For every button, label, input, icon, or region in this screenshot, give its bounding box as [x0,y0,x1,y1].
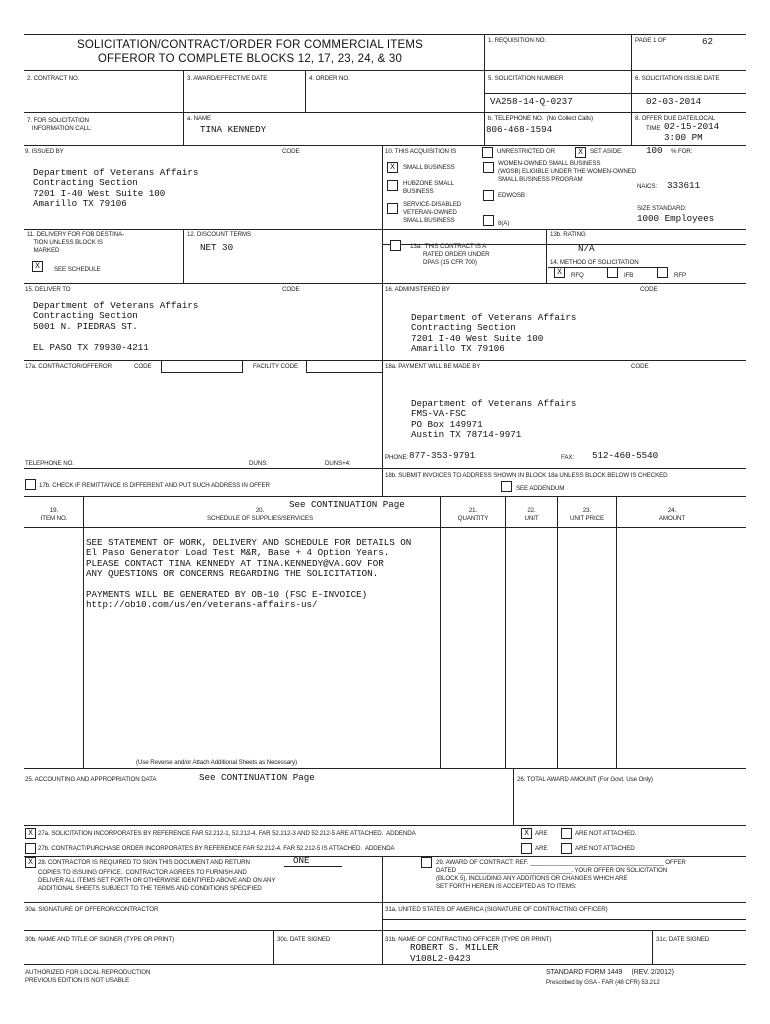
naics-label: NAICS: [637,183,658,190]
footer-form: STANDARD FORM 1449 (REV. 2/2012) [546,969,674,976]
telephone-label: b. TELEPHONE NO. (No Collect Calls) [488,115,593,122]
issued-by-label: 9. ISSUED BY [25,148,64,155]
issue-date-label: 6. SOLICITATION ISSUE DATE [635,75,720,82]
form-title: SOLICITATION/CONTRACT/ORDER FOR COMMERCIAL ITEMS [76,39,424,51]
remittance-label: 17b. CHECK IF REMITTANCE IS DIFFERENT AND PUT SUCH ADDRESS IN OFFER [39,482,270,489]
rule [273,930,274,964]
rfq-label: RFQ [571,272,584,279]
hubzone-checkbox[interactable] [387,180,398,191]
29-award-text: 29. AWARD OF CONTRACT: REF. ________________________________________ OFFER DATED __________________________________. YOUR OFFER ON SOLICITATION (BLOCK 5), INCLUDING ANY ADDITIONS OR CHANGES WHICH ARE SET FORTH HEREIN IS ACCEPTED AS TO ITEMS: [436,859,686,890]
payment-address: Department of Veterans Affairs FMS-VA-FSC PO Box 149971 Austin TX 78714-9971 [411,398,577,441]
see-addendum-label: SEE ADDENDUM [516,485,565,492]
schedule-continuation: See CONTINUATION Page [289,499,405,510]
rule [24,964,746,965]
rule [24,527,746,528]
size-standard-label: SIZE STANDARD: [637,205,687,212]
issued-by-address: Department of Veterans Affairs Contracting Section 7201 I-40 West Suite 100 Amarillo TX 79106 [33,167,199,210]
admin-code-label: CODE [640,286,658,293]
rule [284,866,342,867]
item-no-header: 19. ITEM NO. [40,507,68,522]
deliver-code-label: CODE [282,286,300,293]
rule [382,919,746,920]
contact-name: TINA KENNEDY [200,124,267,135]
27b-are-label: ARE [535,845,548,852]
info-call-label: 7. FOR SOLICITATION INFORMATION CALL: [27,117,92,132]
offeror-code-field[interactable] [161,360,243,373]
27b-are-not-checkbox[interactable] [561,843,572,854]
set-aside-label: SET ASIDE: [590,148,623,155]
rule [24,70,746,71]
27b-are-checkbox[interactable] [521,843,532,854]
footer-prescribed: Prescribed by GSA - FAR (48 CFR) 53.212 [546,979,660,986]
duns-label: DUNS: [249,460,268,467]
see-schedule-checkbox[interactable]: X [32,261,43,272]
signer-name-label: 30b. NAME AND TITLE OF SIGNER (TYPE OR PRINT) [25,936,175,943]
officer-id: V108L2-0423 [410,953,471,964]
delivery-fob-label: 11. DELIVERY FOR FOB DESTINA- TION UNLESS BLOCK IS MARKED [27,231,125,254]
schedule-header: 20. SCHEDULE OF SUPPLIES/SERVICES [207,507,313,522]
issue-date: 02-03-2014 [646,96,702,107]
rule [24,283,746,284]
award-date-label: 3. AWARD/EFFECTIVE DATE [187,75,268,82]
payment-code-label: CODE [631,363,649,370]
27a-are-checkbox[interactable]: X [521,828,532,839]
rule [183,229,184,283]
accounting-data: See CONTINUATION Page [199,772,315,783]
date-signed-label: 30c. DATE SIGNED [277,936,331,943]
rule [24,930,746,931]
27b-checkbox[interactable] [25,843,36,854]
rule [24,34,746,35]
officer-date-label: 31c. DATE SIGNED [656,936,710,943]
small-business-checkbox[interactable]: X [387,162,398,173]
see-addendum-checkbox[interactable] [501,481,512,492]
method-label: 14. METHOD OF SOLICITATION [550,259,639,266]
solicitation-number-label: 5. SOLICITATION NUMBER [488,75,564,82]
amount-header: 24. AMOUNT [658,507,686,522]
acquisition-label: 10. THIS ACQUISITION IS [385,148,457,155]
rule [652,930,653,964]
edwosb-checkbox[interactable] [483,190,494,201]
rule [24,112,746,113]
time-label: TIME [646,125,661,132]
discount-terms-label: 12. DISCOUNT TERMS [187,231,251,238]
administered-by-label: 16. ADMINISTERED BY [385,286,450,293]
payment-fax: 512-460-5540 [592,450,659,461]
form-subtitle: OFFEROR TO COMPLETE BLOCKS 12, 17, 23, 24, & 30 [97,53,403,65]
unit-header: 22. UNIT [524,507,539,522]
sdvosb-label: SERVICE-DISABLED VETERAN-OWNED SMALL BUSINESS [403,201,462,224]
wosb-label: WOMEN-OWNED SMALL BUSINESS (WOSB) ELIGIBLE UNDER THE WOMEN-OWNED SMALL BUSINESS PROGRAM [498,160,637,183]
rating: N/A [578,243,595,254]
page-total: 62 [702,36,714,47]
accounting-label: 25. ACCOUNTING AND APPROPRIATION DATA [25,776,157,783]
rule [305,70,306,112]
rule [24,768,746,769]
discount-terms: NET 30 [200,242,234,253]
rule [24,145,746,146]
28-copies: ONE [293,855,310,866]
rule [616,496,617,768]
8a-label: 8(A) [498,220,510,227]
unit-price-header: 23. UNIT PRICE [570,507,604,522]
telephone-no-label: TELEPHONE NO. [25,460,74,467]
payment-by-label: 18a. PAYMENT WILL BE MADE BY [385,363,481,370]
ifb-label: IFB [624,272,634,279]
facility-code-label: FACILITY CODE [253,363,299,370]
rfq-checkbox[interactable]: X [554,267,565,278]
rule [24,856,746,857]
rule [24,496,746,497]
rule [24,902,746,903]
rule [513,768,514,825]
27a-text: 27a. SOLICITATION INCORPORATES BY REFERENCE FAR 52.212-1, 52.212-4. FAR 52.212-3 AND 52.212-5 ARE ATTACHED. ADDENDA [38,830,416,837]
unrestricted-label: UNRESTRICTED OR [497,148,555,155]
rule [557,496,558,768]
rule [83,496,84,768]
set-aside-checkbox[interactable]: X [575,147,586,158]
ifb-checkbox[interactable] [607,267,618,278]
phone-label: PHONE: [385,454,409,461]
edwosb-label: EDWOSB [498,192,525,199]
28-text-cont: COPIES TO ISSUING OFFICE. CONTRACTOR AGREES TO FURNISH AND DELIVER ALL ITEMS SET FORTH OR OTHERWISE IDENTIFIED ABOVE AND ON ANY ADDITIONAL SHEETS SUBJECT TO THE TERMS AND CONDITIONS SPECIFIED [38,869,276,892]
27a-are-label: ARE [535,830,548,837]
rule [24,825,746,826]
order-no-label: 4. ORDER NO. [309,75,350,82]
27b-are-not-label: ARE NOT ATTACHED [575,845,635,852]
rule [382,856,383,964]
27a-are-not-label: ARE NOT ATTACHED. [575,830,637,837]
rule [440,496,441,768]
total-award-label: 26. TOTAL AWARD AMOUNT (For Govt. Use Only) [517,776,653,783]
footer-reproduction: AUTHORIZED FOR LOCAL REPRODUCTION PREVIOUS EDITION IS NOT USABLE [25,969,151,984]
deliver-to-label: 15. DELIVER TO [25,286,71,293]
telephone: 806-468-1594 [486,124,553,135]
hubzone-label: HUBZONE SMALL BUSINESS [403,180,454,195]
offer-due-date: 02-15-2014 [664,121,720,132]
rating-label: 13b. RATING [550,231,586,238]
rated-order-label: 13a. THIS CONTRACT IS A RATED ORDER UNDER DPAS (15 CFR 700) [410,243,490,266]
rule [484,34,485,145]
rule [24,360,746,361]
rule [631,34,632,145]
quantity-header: 21. QUANTITY [457,507,489,522]
administered-by-address: Department of Veterans Affairs Contracting Section 7201 I-40 West Suite 100 Amarillo TX 79106 [411,312,577,355]
sdvosb-checkbox[interactable] [387,203,398,214]
size-standard: 1000 Employees [637,213,715,224]
rated-order-checkbox[interactable] [390,240,401,251]
officer-name: ROBERT S. MILLER [410,942,499,953]
wosb-checkbox[interactable] [483,162,494,173]
28-text: 28. CONTRACTOR IS REQUIRED TO SIGN THIS DOCUMENT AND RETURN [38,859,250,866]
naics-code: 333611 [667,180,701,191]
officer-name-label: 31b. NAME OF CONTRACTING OFFICER (TYPE OR PRINT) [385,936,552,943]
solicitation-number: VA258-14-Q-0237 [490,96,573,107]
27b-text: 27b. CONTRACT/PURCHASE ORDER INCORPORATES BY REFERENCE FAR 52.212-4. FAR 52.212-5 IS ATTACHED. ADDENDA [38,845,395,852]
signature-offeror-label: 30a. SIGNATURE OF OFFEROR/CONTRACTOR [25,906,159,913]
see-schedule-label: SEE SCHEDULE [54,266,101,273]
rfp-checkbox[interactable] [657,267,668,278]
27a-are-not-checkbox[interactable] [561,828,572,839]
8a-checkbox[interactable] [483,215,494,226]
28-checkbox[interactable]: X [25,857,36,868]
payment-phone: 877-353-9791 [409,450,476,461]
rule [505,496,506,768]
offer-due-label: 8. OFFER DUE DATE/LOCAL [635,115,716,122]
offeror-code-label: CODE [134,363,152,370]
rule [382,145,383,496]
submit-invoices-label: 18b. SUBMIT INVOICES TO ADDRESS SHOWN IN BLOCK 18a UNLESS BLOCK BELOW IS CHECKED [385,472,668,479]
facility-code-field[interactable] [306,360,383,373]
offer-due-time: 3:00 PM [664,132,703,143]
deliver-to-address: Department of Veterans Affairs Contracting Section 5001 N. PIEDRAS ST. EL PASO TX 79930-4211 [33,300,199,353]
remittance-checkbox[interactable] [25,479,36,490]
rule [183,70,184,145]
29-checkbox[interactable] [421,857,432,868]
reverse-note: (Use Reverse and/or Attach Additional Sheets as Necessary) [136,759,298,766]
usa-signature-label: 31a. UNITED STATES OF AMERICA (SIGNATURE OF CONTRACTING OFFICER) [385,906,608,913]
unrestricted-checkbox[interactable] [482,147,493,158]
percent-for-label: % FOR: [671,148,693,155]
rule [484,93,746,94]
offeror-label: 17a. CONTRACTOR/OFFEROR [25,363,112,370]
requisition-label: 1. REQUISITION NO. [488,37,547,44]
rule [24,229,746,230]
rule [24,468,746,469]
schedule-description: SEE STATEMENT OF WORK, DELIVERY AND SCHEDULE FOR DETAILS ON El Paso Generator Load Test M&R, Base + 4 Option Years. PLEASE CONTACT TINA KENNEDY AT TINA.KENNEDY@VA.GOV FOR ANY QUESTIONS OR CONCERNS REGARDING THE SOLICITATION. PAYMENTS WILL BE GENERATED BY OB-10 (FSC E-INVOICE) http://ob10.com/us/en/veterans-affairs-us/ [86,537,412,611]
rfp-label: RFP [674,272,687,279]
fax-label: FAX: [561,454,575,461]
page-label: PAGE 1 OF [635,37,667,44]
set-aside-percent: 100 [646,145,663,156]
27a-checkbox[interactable]: X [25,828,36,839]
rule [546,229,547,283]
issued-code-label: CODE [282,148,300,155]
duns4-label: DUNS+4: [325,460,351,467]
name-label: a. NAME [187,115,212,122]
contract-no-label: 2. CONTRACT NO. [27,75,80,82]
small-business-label: SMALL BUSINESS [403,164,455,171]
